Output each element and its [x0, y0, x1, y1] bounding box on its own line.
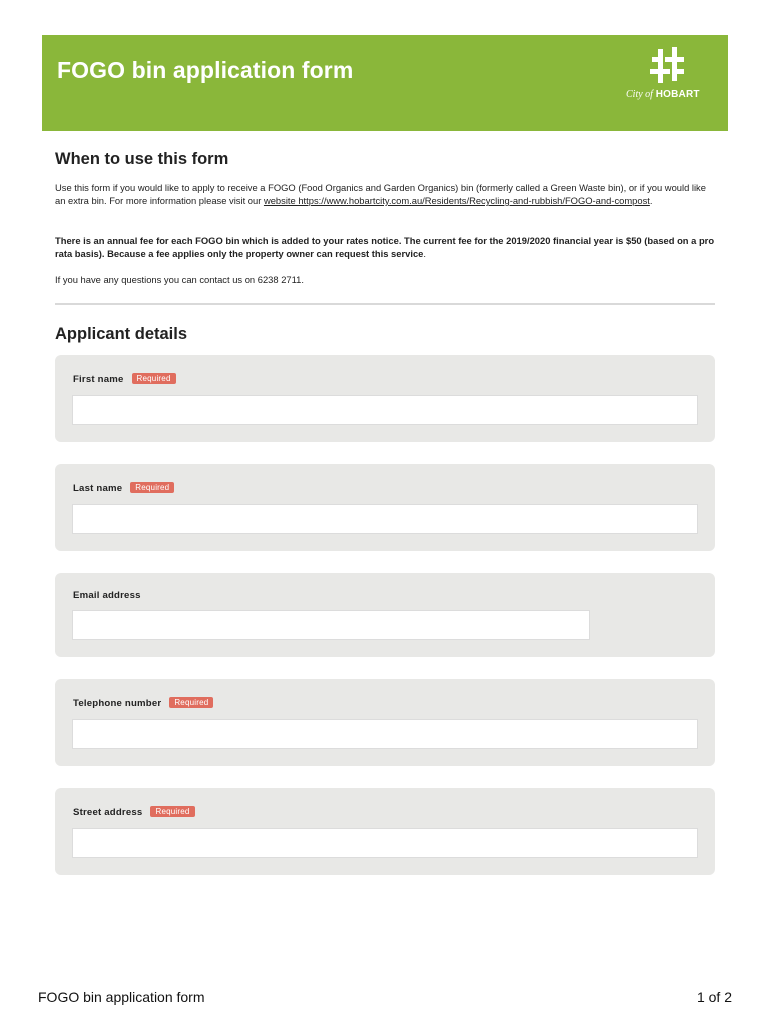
required-badge: Required — [150, 806, 194, 817]
telephone-card — [55, 679, 715, 766]
section-heading-applicant-details: Applicant details — [55, 325, 188, 343]
section-heading-when-to-use: When to use this form — [55, 150, 229, 168]
website-link[interactable]: website https://www.hobartcity.com.au/Residents/Recycling-and-rubbish/FOGO-and-compost — [263, 195, 650, 206]
required-badge: Required — [132, 373, 176, 384]
section-divider — [55, 303, 715, 305]
telephone-label: Telephone number Required — [73, 697, 213, 709]
page-number: 1 of 2 — [696, 989, 732, 1005]
street-address-input[interactable] — [72, 828, 698, 858]
first-name-label: First name Required — [73, 373, 176, 385]
email-input[interactable] — [72, 610, 590, 640]
telephone-input[interactable] — [72, 719, 698, 749]
first-name-input[interactable] — [72, 395, 698, 425]
hobart-logo-mark-icon — [650, 47, 686, 85]
intro-text: Use this form if you would like to apply to receive a FOGO (Food Organics and Garden Organics) bin (formerly called a Green Waste bin), or if you would like an extra bin. For more information please visit our — [55, 182, 706, 206]
fee-notice: There is an annual fee for each FOGO bin which is added to your rates notice. The current fee for the 2019/2020 financial year is $50 (based on a pro rata basis). Because a fee applies only the property owner can request this service. — [55, 235, 715, 259]
email-card — [55, 573, 715, 657]
email-label: Email address — [73, 590, 141, 601]
fee-notice-text: There is an annual fee for each FOGO bin which is added to your rates notice. The current fee for the 2019/2020 financial year is $50 (based on a pro rata basis). Because a fee applies only the property owner can request this service — [55, 235, 715, 259]
footer-title: FOGO bin application form — [38, 989, 205, 1005]
last-name-input[interactable] — [72, 504, 698, 534]
logo-wordmark: City of HOBART — [626, 89, 700, 100]
required-badge: Required — [169, 697, 213, 708]
last-name-label: Last name Required — [73, 482, 174, 494]
last-name-card — [55, 464, 715, 551]
city-of-hobart-logo — [626, 47, 706, 103]
form-title: FOGO bin application form — [57, 57, 354, 83]
required-badge: Required — [130, 482, 174, 493]
street-address-label: Street address Required — [73, 806, 195, 818]
header-banner — [42, 35, 728, 131]
street-address-card — [55, 788, 715, 875]
first-name-card — [55, 355, 715, 442]
intro-paragraph: Use this form if you would like to apply to receive a FOGO (Food Organics and Garden Organics) bin (formerly called a Green Waste bin), or if you would like an extra bin. For more information please visit our website https://www.hobartcity.com.au/Residents/Recycling-and-rubbish/FOGO-and-compost. — [55, 182, 706, 206]
contact-paragraph: If you have any questions you can contact us on 6238 2711. — [55, 274, 304, 285]
